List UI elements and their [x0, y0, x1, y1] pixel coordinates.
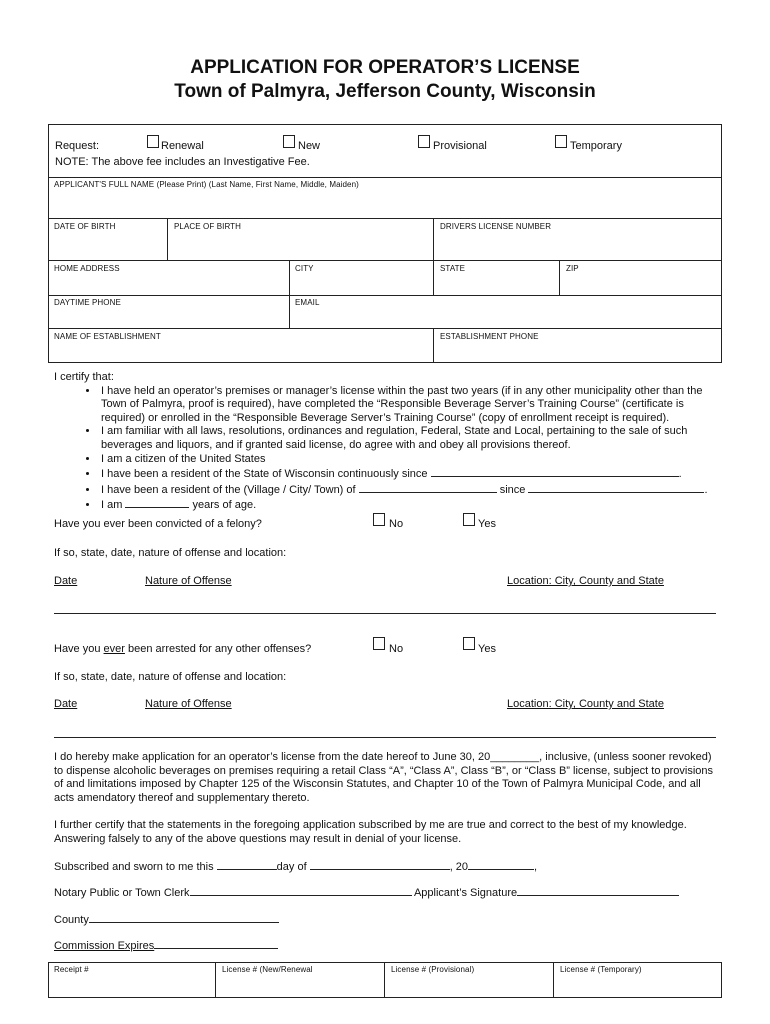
felony-no-label: No: [389, 518, 404, 530]
arrest-no-label: No: [389, 643, 404, 655]
home-address-field[interactable]: HOME ADDRESS: [54, 264, 120, 273]
felony-col-date: Date: [54, 575, 78, 587]
arrest-yes-checkbox[interactable]: [463, 637, 475, 650]
felony-no-checkbox[interactable]: [373, 513, 385, 526]
zip-field[interactable]: ZIP: [566, 264, 579, 273]
request-label: Request:: [55, 140, 100, 152]
notary-line: Notary Public or Town Clerk Applicant’s Signature: [54, 885, 679, 899]
form-subtitle: Town of Palmyra, Jefferson County, Wisconsin: [174, 81, 596, 102]
certify-item-age: • I am years of age.: [99, 497, 722, 513]
arrest-col-date: Date: [54, 698, 78, 710]
provisional-label: Provisional: [433, 140, 487, 152]
arrest-if-so: If so, state, date, nature of offense and location:: [54, 671, 287, 683]
further-certify-statement: I further certify that the statements in the foregoing application subscribed by me are true and correct to the best of my knowledge. Answering falsely to any of the above questions may result in denial of your license.: [54, 819, 687, 845]
provisional-checkbox[interactable]: [418, 135, 430, 148]
receipt-field[interactable]: Receipt #: [54, 965, 89, 974]
renewal-label: Renewal: [161, 140, 204, 152]
renewal-checkbox[interactable]: [147, 135, 159, 148]
arrest-col-location: Location: City, County and State: [507, 698, 664, 710]
felony-col-location: Location: City, County and State: [507, 575, 664, 587]
temporary-checkbox[interactable]: [555, 135, 567, 148]
license-temporary-field[interactable]: License # (Temporary): [560, 965, 642, 974]
commission-line: Commission Expires: [54, 938, 278, 952]
sworn-line: Subscribed and sworn to me this day of , 20 ,: [54, 861, 538, 873]
certify-item: • I am familiar with all laws, resolutions, ordinances and regulation, Federal, State and Local, pertaining to the sale of such beverages and liquors, and if granted said license, do agree with and obey all provisions thereof.: [99, 425, 722, 452]
state-field[interactable]: STATE: [440, 264, 466, 273]
temporary-label: Temporary: [570, 140, 622, 152]
license-provisional-field[interactable]: License # (Provisional): [391, 965, 475, 974]
new-checkbox[interactable]: [283, 135, 295, 148]
felony-if-so: If so, state, date, nature of offense and location:: [54, 547, 287, 559]
dob-field[interactable]: DATE OF BIRTH: [54, 222, 116, 231]
felony-yes-label: Yes: [478, 518, 496, 530]
arrest-no-checkbox[interactable]: [373, 637, 385, 650]
daytime-phone-field[interactable]: DAYTIME PHONE: [54, 298, 121, 307]
new-label: New: [298, 140, 321, 152]
city-field[interactable]: CITY: [295, 264, 314, 273]
certify-section: [54, 371, 722, 513]
certify-intro: I certify that:: [54, 371, 114, 383]
establishment-phone-field[interactable]: ESTABLISHMENT PHONE: [440, 332, 539, 341]
certify-item: • I have held an operator’s premises or manager’s license within the past two years (if in any other municipality other than the Town of Palmyra, proof is required), have completed the “Responsible Beverage Server’s Training Course” (certificate is required) or enrolled in the “Responsible Beverage Server’s Training Course” (copy of enrollment receipt is required).: [99, 385, 722, 426]
certify-item-resident-village: • I have been a resident of the (Village / City/ Town) of since .: [99, 482, 722, 498]
email-field[interactable]: EMAIL: [295, 298, 320, 307]
felony-col-nature: Nature of Offense: [145, 575, 232, 587]
fee-note: NOTE: The above fee includes an Investigative Fee.: [55, 156, 310, 168]
certify-item-resident-state: • I have been a resident of the State of Wisconsin continuously since .: [99, 466, 722, 482]
establishment-name-field[interactable]: NAME OF ESTABLISHMENT: [54, 332, 161, 341]
felony-answer-line[interactable]: [54, 613, 716, 614]
drivers-license-field[interactable]: DRIVERS LICENSE NUMBER: [440, 222, 552, 231]
arrest-question: Have you ever been arrested for any other offenses?: [54, 643, 312, 655]
arrest-answer-line[interactable]: [54, 737, 716, 738]
arrest-col-nature: Nature of Offense: [145, 698, 232, 710]
full-name-field[interactable]: APPLICANT'S FULL NAME (Please Print) (Last Name, First Name, Middle, Maiden): [54, 180, 359, 189]
felony-yes-checkbox[interactable]: [463, 513, 475, 526]
pob-field[interactable]: PLACE OF BIRTH: [174, 222, 242, 231]
form-title: APPLICATION FOR OPERATOR’S LICENSE: [190, 57, 580, 78]
license-new-field[interactable]: License # (New/Renewal: [222, 965, 313, 974]
application-statement: I do hereby make application for an operator’s license from the date hereof to June 30, 20________, inclusive, (unless sooner revoked) to dispense alcoholic beverages on premises requiring a retail Class “A”, “Class A”, Class “B”, or “Class B” license, subject to provisions of and limitations imposed by Chapter 125 of the Wisconsin Statutes, and Chapter 10 of the Town of Palmyra Municipal Code, and all acts amendatory thereof and supplementary thereto.: [54, 751, 714, 804]
arrest-yes-label: Yes: [478, 643, 496, 655]
county-line: County: [54, 912, 279, 926]
certify-item: • I am a citizen of the United States: [99, 453, 722, 467]
felony-question: Have you ever been convicted of a felony?: [54, 518, 262, 530]
